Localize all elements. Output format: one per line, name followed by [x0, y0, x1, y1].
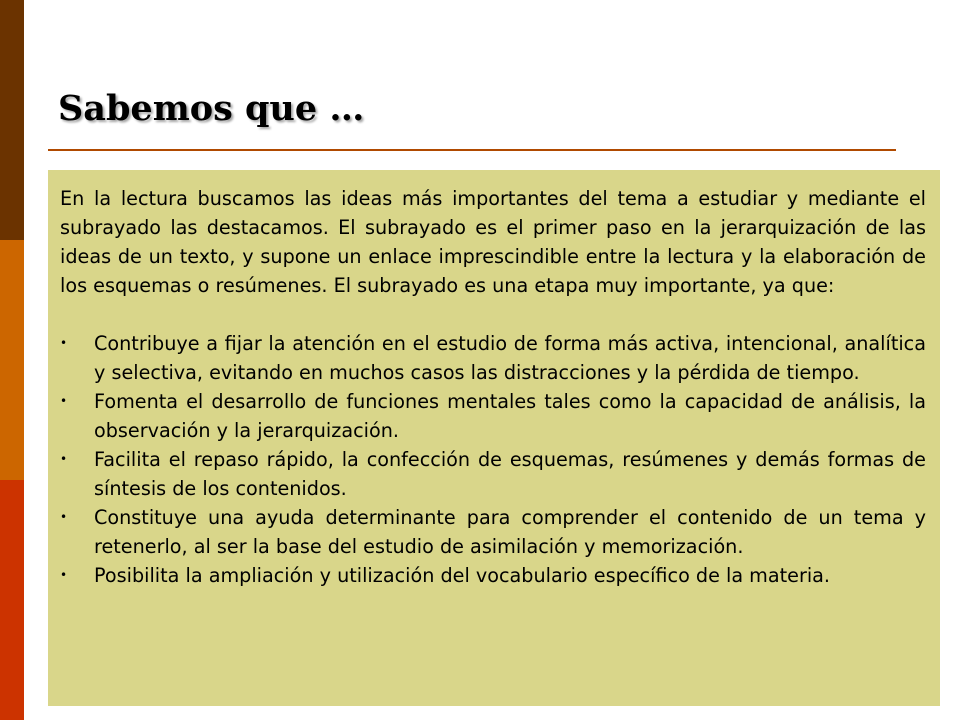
list-item-text: Posibilita la ampliación y utilización del vocabulario específico de la materia. — [94, 564, 831, 587]
side-stripe-top — [0, 0, 24, 240]
list-item-text: Constituye una ayuda determinante para comprender el contenido de un tema y retenerlo, al ser la base del estudio de asimilación y memorización. — [94, 506, 926, 558]
bullet-list — [60, 329, 926, 590]
bullet-icon: • — [60, 336, 68, 350]
list-item-text: Facilita el repaso rápido, la confección de esquemas, resúmenes y demás formas de síntesis de los contenidos. — [94, 448, 926, 500]
list-item-text: Fomenta el desarrollo de funciones mentales tales como la capacidad de análisis, la observación y la jerarquización. — [94, 390, 926, 442]
list-item — [60, 561, 926, 590]
bullet-icon: • — [60, 452, 68, 466]
bullet-icon: • — [60, 510, 68, 524]
slide-title: Sabemos que … — [58, 88, 365, 129]
bullet-icon: • — [60, 568, 68, 582]
content-box — [48, 170, 940, 706]
list-item — [60, 387, 926, 445]
list-item — [60, 445, 926, 503]
list-item-text: Contribuye a fijar la atención en el estudio de forma más activa, intencional, analítica y selectiva, evitando en muchos casos las distracciones y la pérdida de tiempo. — [94, 332, 926, 384]
bullet-icon: • — [60, 394, 68, 408]
side-stripe-bottom — [0, 480, 24, 720]
list-item — [60, 329, 926, 387]
list-item — [60, 503, 926, 561]
title-divider — [48, 149, 896, 151]
intro-paragraph: En la lectura buscamos las ideas más importantes del tema a estudiar y mediante el subrayado las destacamos. El subrayado es el primer paso en la jerarquización de las ideas de un texto, y supone un enlace imprescindible entre la lectura y la elaboración de los esquemas o resúmenes. El subrayado es una etapa muy importante, ya que: — [60, 187, 926, 297]
side-stripe-middle — [0, 240, 24, 480]
